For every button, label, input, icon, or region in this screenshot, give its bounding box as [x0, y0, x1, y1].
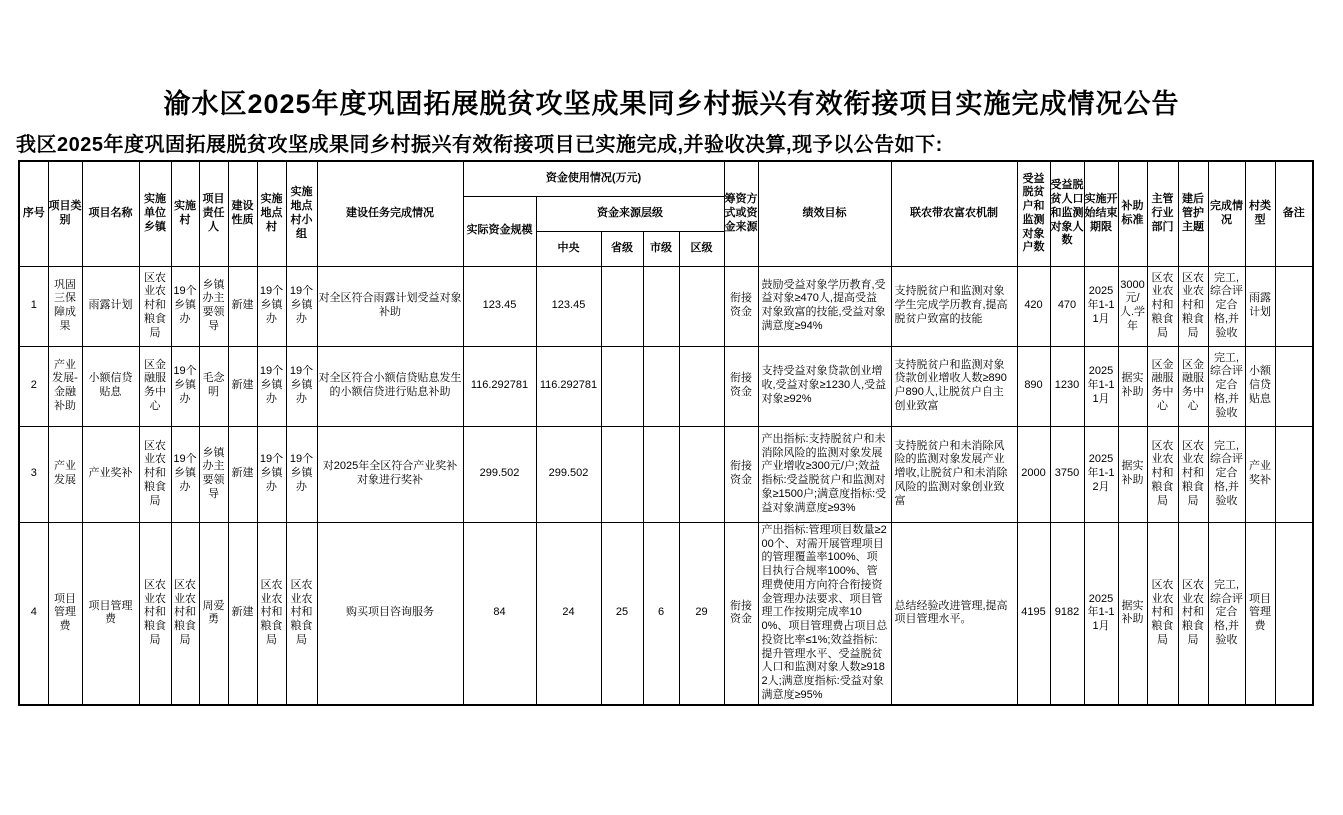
col-header-households: 受益脱贫户和监测对象户数 — [1017, 161, 1050, 266]
table-cell: 区农业农村和粮食局 — [1147, 426, 1178, 522]
table-cell: 4195 — [1017, 522, 1050, 705]
table-cell: 项目管理费 — [1245, 522, 1275, 705]
table-cell: 新建 — [228, 426, 257, 522]
table-cell: 84 — [463, 522, 536, 705]
table-cell: 项目管理费 — [82, 522, 139, 705]
col-header-period: 实施开始结束期限 — [1084, 161, 1118, 266]
table-cell: 总结经验改进管理,提高项目管理水平。 — [891, 522, 1017, 705]
table-cell: 19个乡镇办 — [171, 426, 199, 522]
col-header-category: 项目类别 — [48, 161, 82, 266]
table-cell: 19个乡镇办 — [286, 346, 317, 426]
table-cell — [643, 426, 679, 522]
table-cell: 巩固三保障成果 — [48, 266, 82, 346]
table-cell: 完工,综合评定合格,并验收 — [1208, 346, 1245, 426]
table-cell — [1275, 522, 1313, 705]
col-header-department: 主管行业部门 — [1147, 161, 1178, 266]
table-cell: 4 — [19, 522, 48, 705]
table-cell: 区农业农村和粮食局 — [139, 266, 171, 346]
table-cell: 6 — [643, 522, 679, 705]
table-cell: 毛念明 — [199, 346, 228, 426]
table-cell — [643, 346, 679, 426]
table-cell: 3750 — [1050, 426, 1084, 522]
table-cell: 完工,综合评定合格,并验收 — [1208, 266, 1245, 346]
table-cell — [601, 426, 643, 522]
table-cell: 116.292781 — [463, 346, 536, 426]
table-row — [19, 426, 1313, 522]
col-header-village-type: 村类型 — [1245, 161, 1275, 266]
table-cell: 123.45 — [463, 266, 536, 346]
table-cell: 区农业农村和粮食局 — [1178, 522, 1208, 705]
table-cell: 项目管理费 — [48, 522, 82, 705]
table-cell: 9182 — [1050, 522, 1084, 705]
table-cell: 支持受益对象贷款创业增收,受益对象≥1230人,受益对象≥92% — [758, 346, 891, 426]
col-header-central: 中央 — [536, 231, 601, 266]
col-header-financing: 筹资方式或资金来源 — [724, 161, 758, 266]
table-cell: 2025年1-12月 — [1084, 426, 1118, 522]
table-cell: 19个乡镇办 — [286, 426, 317, 522]
table-cell: 支持脱贫户和监测对象学生完成学历教育,提高脱贫户致富的技能 — [891, 266, 1017, 346]
table-cell — [601, 346, 643, 426]
table-cell: 区农业农村和粮食局 — [1147, 522, 1178, 705]
table-cell — [679, 266, 724, 346]
table-cell: 19个乡镇办 — [257, 426, 286, 522]
table-cell: 299.502 — [536, 426, 601, 522]
table-cell: 区金融服务中心 — [1147, 346, 1178, 426]
table-cell: 对2025年全区符合产业奖补对象进行奖补 — [317, 426, 463, 522]
table-cell: 3 — [19, 426, 48, 522]
table-cell: 25 — [601, 522, 643, 705]
col-header-village: 实施村 — [171, 161, 199, 266]
table-cell: 299.502 — [463, 426, 536, 522]
table-cell: 470 — [1050, 266, 1084, 346]
table-cell: 19个乡镇办 — [171, 346, 199, 426]
table-body — [19, 266, 1313, 705]
table-cell: 区农业农村和粮食局 — [139, 522, 171, 705]
table-cell: 890 — [1017, 346, 1050, 426]
table-row — [19, 266, 1313, 346]
table-cell: 雨露计划 — [82, 266, 139, 346]
col-header-loc-group: 实施地点村小组 — [286, 161, 317, 266]
table-cell — [1275, 346, 1313, 426]
table-cell: 雨露计划 — [1245, 266, 1275, 346]
col-header-unit: 实施单位乡镇 — [139, 161, 171, 266]
page-title: 渝水区2025年度巩固拓展脱贫攻坚成果同乡村振兴有效衔接项目实施完成情况公告 — [163, 89, 1180, 119]
col-header-remark: 备注 — [1275, 161, 1313, 266]
table-cell: 19个乡镇办 — [257, 266, 286, 346]
table-cell: 区农业农村和粮食局 — [257, 522, 286, 705]
col-header-completion: 完成情况 — [1208, 161, 1245, 266]
table-cell: 完工,综合评定合格,并验收 — [1208, 426, 1245, 522]
col-header-provincial: 省级 — [601, 231, 643, 266]
table-cell — [679, 426, 724, 522]
table-cell: 2000 — [1017, 426, 1050, 522]
table-cell: 乡镇办主要领导 — [199, 426, 228, 522]
table-cell: 产出指标:支持脱贫户和未消除风险的监测对象发展产业增收≥300元/户;效益指标:受益脱贫户和监测对象≥1500户;满意度指标:受益对象满意度≥93% — [758, 426, 891, 522]
table-cell: 区农业农村和粮食局 — [1178, 426, 1208, 522]
col-header-nature: 建设性质 — [228, 161, 257, 266]
table-cell: 3000元/人.学年 — [1118, 266, 1147, 346]
table-cell: 乡镇办主要领导 — [199, 266, 228, 346]
table-cell: 区农业农村和粮食局 — [1178, 266, 1208, 346]
table-cell: 小额信贷贴息 — [82, 346, 139, 426]
col-header-person: 项目责任人 — [199, 161, 228, 266]
table-cell: 完工,综合评定合格,并验收 — [1208, 522, 1245, 705]
table-cell: 新建 — [228, 266, 257, 346]
intro-text: 我区2025年度巩固拓展脱贫攻坚成果同乡村振兴有效衔接项目已实施完成,并验收决算,现予以公告如下: — [16, 134, 943, 156]
table-cell — [643, 266, 679, 346]
table-cell: 衔接资金 — [724, 266, 758, 346]
table-cell: 区农业农村和粮食局 — [1147, 266, 1178, 346]
table-cell: 2025年1-11月 — [1084, 522, 1118, 705]
table-cell: 购买项目咨询服务 — [317, 522, 463, 705]
table-cell: 衔接资金 — [724, 346, 758, 426]
table-cell: 19个乡镇办 — [286, 266, 317, 346]
table-cell: 对全区符合小额信贷贴息发生的小额信贷进行贴息补助 — [317, 346, 463, 426]
table-cell: 对全区符合雨露计划受益对象补助 — [317, 266, 463, 346]
table-cell: 小额信贷贴息 — [1245, 346, 1275, 426]
table-cell: 衔接资金 — [724, 522, 758, 705]
table-cell: 新建 — [228, 522, 257, 705]
table-cell: 1 — [19, 266, 48, 346]
table-cell: 据实补助 — [1118, 522, 1147, 705]
col-header-name: 项目名称 — [82, 161, 139, 266]
col-header-fund-usage: 资金使用情况(万元) — [463, 161, 724, 196]
table-cell: 19个乡镇办 — [171, 266, 199, 346]
col-header-people: 受益脱贫人口和监测对象人数 — [1050, 161, 1084, 266]
table-cell: 29 — [679, 522, 724, 705]
table-cell: 产业发展 — [48, 426, 82, 522]
table-cell: 支持脱贫户和未消除风险的监测对象发展产业增收,让脱贫户和未消除风险的监测对象创业致富 — [891, 426, 1017, 522]
table-cell: 2 — [19, 346, 48, 426]
table-cell — [679, 346, 724, 426]
col-header-loc-village: 实施地点村 — [257, 161, 286, 266]
table-cell: 鼓励受益对象学历教育,受益对象≥470人,提高受益对象致富的技能,受益对象满意度≥94% — [758, 266, 891, 346]
col-header-actual-scale: 实际资金规模 — [463, 196, 536, 266]
table-cell: 支持脱贫户和监测对象贷款创业增收人数≥890户890人,让脱贫户自主创业致富 — [891, 346, 1017, 426]
table-cell: 区金融服务中心 — [139, 346, 171, 426]
col-header-subsidy: 补助标准 — [1118, 161, 1147, 266]
table-cell: 产业奖补 — [82, 426, 139, 522]
table-cell: 2025年1-11月 — [1084, 346, 1118, 426]
projects-table — [18, 160, 1314, 706]
table-cell — [1275, 426, 1313, 522]
col-header-district: 区级 — [679, 231, 724, 266]
col-header-performance: 绩效目标 — [758, 161, 891, 266]
table-cell — [601, 266, 643, 346]
table-row — [19, 346, 1313, 426]
col-header-index: 序号 — [19, 161, 48, 266]
table-cell: 24 — [536, 522, 601, 705]
table-cell: 衔接资金 — [724, 426, 758, 522]
table-cell: 区农业农村和粮食局 — [139, 426, 171, 522]
table-cell: 产业奖补 — [1245, 426, 1275, 522]
table-cell: 产业发展-金融补助 — [48, 346, 82, 426]
col-header-task: 建设任务完成情况 — [317, 161, 463, 266]
table-cell: 19个乡镇办 — [257, 346, 286, 426]
table-row — [19, 522, 1313, 705]
table-cell: 420 — [1017, 266, 1050, 346]
table-cell: 1230 — [1050, 346, 1084, 426]
table-cell: 产出指标:管理项目数量≥200个、对需开展管理项目的管理覆盖率100%、项目执行合规率100%、管理费使用方向符合衔接资金管理办法要求、项目管理工作按期完成率100%、项目管理费占项目总投资比率≤1%;效益指标:提升管理水平、受益脱贫人口和监测对象人数≥9182人;满意度指标:受益对象满意度≥95% — [758, 522, 891, 705]
table-cell — [1275, 266, 1313, 346]
table-cell: 周爱勇 — [199, 522, 228, 705]
table-cell: 区金融服务中心 — [1178, 346, 1208, 426]
col-header-care: 建后管护主题 — [1178, 161, 1208, 266]
col-header-municipal: 市级 — [643, 231, 679, 266]
table-cell: 2025年1-11月 — [1084, 266, 1118, 346]
table-cell: 据实补助 — [1118, 426, 1147, 522]
table-cell: 据实补助 — [1118, 346, 1147, 426]
table-cell: 区农业农村和粮食局 — [171, 522, 199, 705]
table-cell: 区农业农村和粮食局 — [286, 522, 317, 705]
table-cell: 新建 — [228, 346, 257, 426]
table-cell: 123.45 — [536, 266, 601, 346]
col-header-source-level: 资金来源层级 — [536, 196, 724, 231]
col-header-mechanism: 联农带农富农机制 — [891, 161, 1017, 266]
table-cell: 116.292781 — [536, 346, 601, 426]
